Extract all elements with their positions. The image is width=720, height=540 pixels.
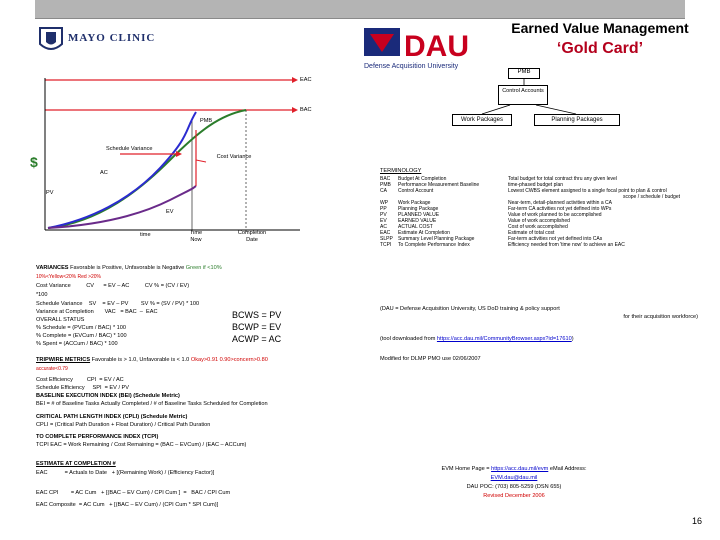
page-title: Earned Value Management	[511, 20, 689, 36]
variances-legend: Favorable is Positive, Unfavorable is Negative	[70, 265, 185, 271]
connector-line	[536, 105, 576, 114]
pct-complete: % Complete = (EVCum / BAC) * 100	[36, 333, 127, 339]
bac-label: BAC	[300, 107, 312, 113]
modified-note: Modified for DLMP PMO use 02/06/2007	[380, 356, 481, 362]
dollar-axis-label: $	[30, 154, 38, 170]
terminology-table	[380, 176, 680, 248]
term-desc: Value of work accomplished	[508, 218, 570, 224]
contact-row	[394, 465, 634, 474]
eac-line3: EAC Composite = AC Cum + [(BAC – EV Cum) / (CPI Cum * SPI Cum)]	[36, 502, 219, 508]
term-name: PLANNED VALUE	[398, 212, 440, 218]
cost-variance-line2: *100	[36, 292, 48, 298]
term-desc: Far-term activities not yet defined into CAs	[508, 236, 603, 242]
dau-phone: DAU POC: (703) 805-5259 (DSN 655)	[466, 484, 562, 490]
dau-note-line2: for their acquisition workforce)	[623, 314, 698, 320]
control-accounts-box: Control Accounts	[498, 85, 548, 105]
term-name: EARNED VALUE	[398, 218, 437, 224]
pv-curve-label: PV	[46, 190, 54, 196]
eac-label: EAC	[300, 77, 312, 83]
term-desc: Near-term, detail-planned activities within a CA	[508, 200, 612, 206]
variances-heading: VARIANCES	[36, 265, 69, 271]
term-abbr: SLPP	[380, 236, 393, 242]
term-desc: Far-term CA activities not yet defined into WPs	[508, 206, 612, 212]
bcws-formula: BCWS = PV	[232, 310, 282, 320]
eac-line1: EAC = Actuals to Date + [(Remaining Work) / (Efficiency Factor)]	[36, 470, 215, 476]
cost-variance-line: Cost Variance CV = EV – AC CV % = (CV / EV)	[36, 283, 190, 289]
home-page-prefix: EVM Home Page =	[441, 466, 490, 472]
schedule-variance-label: Schedule Variance	[106, 146, 153, 152]
time-now-label: Time Now	[189, 230, 203, 243]
term-desc: Estimate of total cost	[508, 230, 555, 236]
term-name: ACTUAL COST	[398, 224, 433, 230]
pct-spent: % Spent = (ACCum / BAC) * 100	[36, 341, 118, 347]
term-desc: Total budget for total contract thru any given level	[508, 176, 617, 182]
term-abbr: PP	[380, 206, 387, 212]
cost-variance-arrow	[196, 160, 206, 162]
evm-home-link[interactable]: https://acc.dau.mil/evm	[491, 466, 549, 472]
page-number: 16	[691, 516, 702, 526]
term-abbr: AC	[380, 224, 387, 230]
term-name: Control Account	[398, 188, 434, 194]
ac-curve	[48, 112, 196, 228]
term-desc: scope / schedule / budget	[623, 194, 680, 200]
term-name: Summary Level Planning Package	[398, 236, 475, 242]
tripwire-heading: TRIPWIRE METRICS	[36, 357, 91, 363]
bcwp-formula: BCWP = EV	[232, 322, 282, 332]
terminology-row	[380, 242, 680, 248]
cpli-heading: CRITICAL PATH LENGTH INDEX (CPLI) (Schedule Metric)	[36, 414, 188, 420]
term-name: Performance Measurement Baseline	[398, 182, 480, 188]
term-name: Budget At Completion	[398, 176, 447, 182]
tripwire-thresholds: Okay>0.91 0.90>concern>0.80	[190, 357, 268, 363]
pct-schedule: % Schedule = (PVCum / BAC) * 100	[36, 325, 127, 331]
work-packages-box: Work Packages	[452, 114, 512, 126]
svg-text:DAU: DAU	[404, 30, 469, 63]
tcpi-line: TCPI EAC = Work Remaining / Cost Remaining = (BAC – EVCum) / (EAC – ACCum)	[36, 442, 247, 448]
term-name: To Complete Performance Index	[398, 242, 470, 248]
schedule-variance-line: Schedule Variance SV = EV – PV SV % = (SV / PV) * 100	[36, 301, 200, 307]
contact-box	[394, 465, 634, 501]
term-desc: Lowest CWBS element assigned to a single focal point to plan & control	[508, 188, 667, 194]
term-desc: Cost of work accomplished	[508, 224, 568, 230]
term-abbr: WP	[380, 200, 389, 206]
term-name: Estimate At Completion	[398, 230, 450, 236]
eac-heading: ESTIMATE AT COMPLETION #	[36, 461, 116, 467]
pmb-box: PMB	[508, 68, 540, 79]
connector-line	[482, 105, 510, 114]
tool-note-prefix: (tool downloaded from	[380, 336, 436, 342]
page-subtitle: ‘Gold Card’	[556, 40, 644, 57]
bei-heading: BASELINE EXECUTION INDEX (BEI) (Schedule Metric)	[36, 393, 180, 399]
acwp-formula: ACWP = AC	[232, 334, 282, 344]
tcpi-heading: TO COMPLETE PERFORMANCE INDEX (TCPI)	[36, 434, 159, 440]
tool-download-link[interactable]: https://acc.dau.mil/CommunityBrowser.aspx?id=17610	[436, 336, 572, 342]
email-link[interactable]: EVM.dau@dau.mil	[490, 475, 538, 481]
ac-curve-label: AC	[100, 170, 108, 176]
tripwire-heading-row	[36, 357, 366, 364]
eac-line2: EAC CPI = AC Cum + [(BAC – EV Cum) / CPI Cum ] = BAC / CPI Cum	[36, 490, 231, 496]
term-name: Work Package	[398, 200, 431, 206]
revised-date: Revised December 2006	[483, 493, 545, 499]
term-abbr: CA	[380, 188, 387, 194]
email-prefix: eMail Address:	[549, 466, 587, 472]
term-abbr: TCPI	[380, 242, 392, 248]
term-abbr: EV	[380, 218, 387, 224]
org-name: MAYO CLINIC	[68, 32, 156, 44]
term-name: Planning Package	[398, 206, 439, 212]
bei-line: BEI = # of Baseline Tasks Actually Completed / # of Baseline Tasks Scheduled for Completion	[36, 401, 268, 407]
dau-note-line1: (DAU = Defense Acquisition University, US DoD training & policy support	[380, 306, 560, 312]
completion-date-label: Completion Date	[237, 230, 267, 243]
variances-green-text: Green if <10%	[185, 265, 222, 271]
tripwire-accurate: accurate<0.79	[36, 366, 68, 372]
time-axis-label: time	[140, 232, 151, 238]
term-desc: Value of work planned to be accomplished	[508, 212, 602, 218]
terminology-heading: TERMINOLOGY	[380, 168, 422, 174]
term-desc: Efficiency needed from 'time now' to achieve an EAC	[508, 242, 625, 248]
schedule-efficiency-line: Schedule Efficiency SPI = EV / PV	[36, 385, 130, 391]
variances-thresholds: 10%<Yellow<20% Red >20%	[36, 274, 102, 280]
cpli-line: CPLI = (Critical Path Duration + Float Duration) / Critical Path Duration	[36, 422, 211, 428]
term-abbr: PV	[380, 212, 387, 218]
term-desc: time-phased budget plan	[508, 182, 564, 188]
term-abbr: BAC	[380, 176, 391, 182]
vac-line: Variance at Completion VAC = BAC – EAC	[36, 309, 158, 315]
cost-variance-label: Cost Variance	[216, 154, 252, 160]
tool-note-suffix: )	[571, 336, 574, 342]
term-abbr: EAC	[380, 230, 391, 236]
pmb-curve-label: PMB	[200, 118, 213, 124]
tripwire-legend: Favorable is > 1.0, Unfavorable is < 1.0	[91, 357, 190, 363]
planning-packages-box: Planning Packages	[534, 114, 620, 126]
svg-text:Defense Acquisition University: Defense Acquisition University	[364, 63, 459, 70]
tool-note	[380, 336, 710, 343]
ev-curve-label: EV	[166, 209, 174, 215]
overall-status: OVERALL STATUS	[36, 317, 85, 323]
term-abbr: PMB	[380, 182, 391, 188]
cost-efficiency-line: Cost Efficiency CPI = EV / AC	[36, 377, 124, 383]
variances-heading-row	[36, 265, 366, 272]
